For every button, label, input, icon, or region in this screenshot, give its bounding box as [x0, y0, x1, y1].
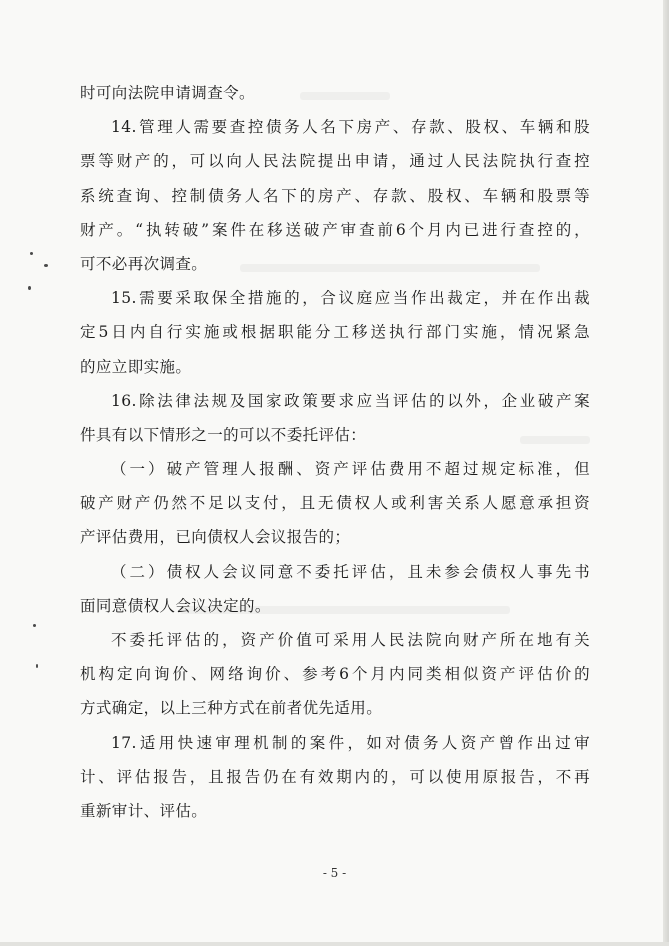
text-line: 14.管理人需要查控债务人名下房产、存款、股权、车辆和股 [111, 118, 590, 137]
text-line: 件具有以下情形之一的可以不委托评估： [80, 425, 367, 444]
text-line: 不委托评估的，资产价值可采用人民法院向财产所在地有关 [111, 631, 590, 649]
text-line: （二）债权人会议同意不委托评估，且未参会债权人事先书 [111, 562, 590, 581]
text-line: 破产财产仍然不足以支付，且无债权人或利害关系人愿意承担资 [80, 494, 590, 513]
page-number: - 5 - [322, 866, 347, 880]
page-bottom-edge [0, 942, 669, 946]
text-line: 票等财产的，可以向人民法院提出申请，通过人民法院执行查控 [80, 152, 590, 171]
scan-speck [44, 264, 48, 267]
text-line: （一）破产管理人报酬、资产评估费用不超过规定标准，但 [111, 460, 590, 479]
text-line: 方式确定，以上三种方式在前者优先适用。 [80, 699, 383, 718]
text-line: 可不必再次调查。 [80, 254, 208, 273]
text-line: 产评估费用，已向债权人会议报告的； [80, 528, 351, 547]
text-line: 定5日内自行实施或根据职能分工移送执行部门实施，情况紧急 [80, 323, 590, 342]
document-body [80, 76, 590, 828]
text-line: 16.除法律法规及国家政策要求应当评估的以外，企业破产案 [111, 391, 590, 410]
text-line: 17.适用快速审理机制的案件，如对债务人资产曾作出过审 [111, 733, 590, 752]
text-line: 面同意债权人会议决定的。 [80, 596, 271, 615]
text-line: 计、评估报告，且报告仍在有效期内的，可以使用原报告，不再 [80, 767, 590, 786]
scan-speck [30, 252, 33, 255]
scan-speck [33, 624, 36, 627]
text-line: 时可向法院申请调查令。 [80, 84, 255, 102]
text-line: 机构定向询价、网络询价、参考6个月内同类相似资产评估价的 [80, 665, 590, 684]
text-line: 的应立即实施。 [80, 357, 192, 376]
text-line: 重新审计、评估。 [80, 801, 208, 820]
scan-speck [36, 664, 38, 668]
text-line: 财产。“执转破”案件在移送破产审查前6个月内已进行查控的， [80, 220, 590, 239]
page-edge-shadow [663, 0, 669, 946]
text-line: 15.需要采取保全措施的，合议庭应当作出裁定，并在作出裁 [111, 289, 590, 308]
scan-speck [28, 286, 31, 290]
text-line: 系统查询、控制债务人名下的房产、存款、股权、车辆和股票等 [80, 186, 590, 205]
